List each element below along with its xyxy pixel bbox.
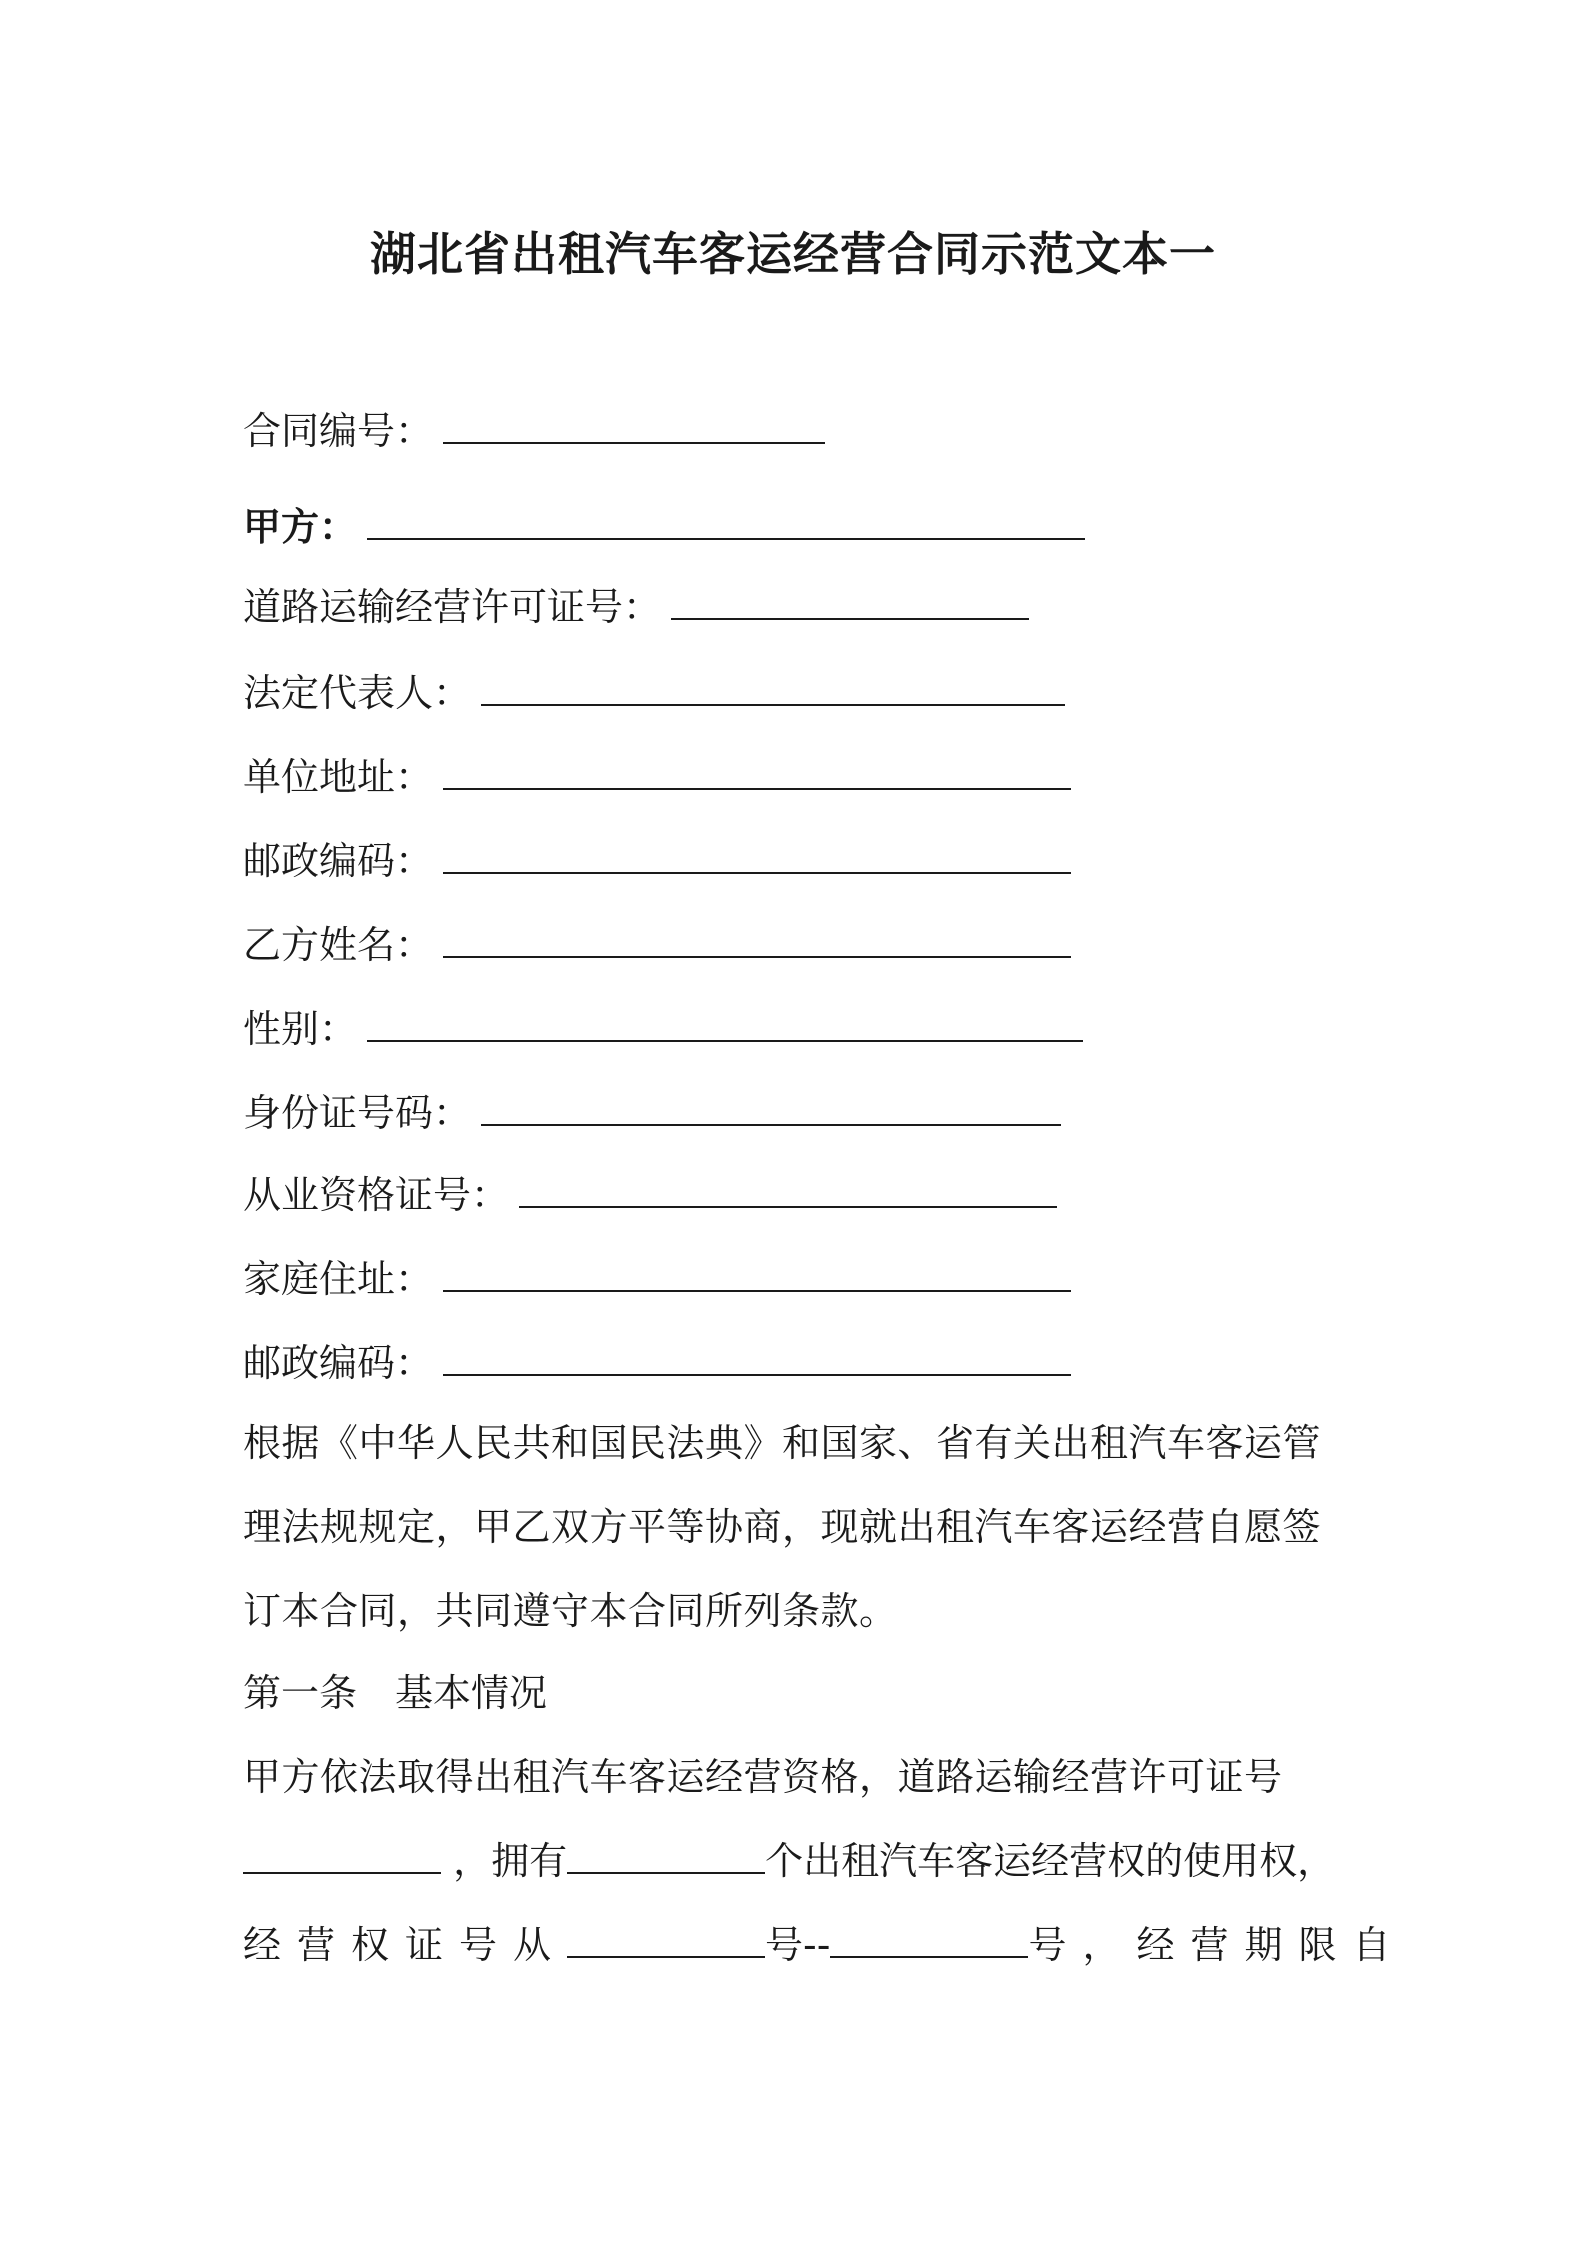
- id-no-label: 身份证号码：: [243, 1091, 472, 1135]
- intro-line-3: 订本合同，共同遵守本合同所列条款。: [243, 1589, 898, 1633]
- id-no-blank[interactable]: [481, 1090, 1061, 1126]
- article-1-line-2-a: ，拥有: [453, 1839, 568, 1883]
- legal-rep-label: 法定代表人：: [243, 671, 472, 715]
- article-1-line-3: [243, 1920, 1406, 1970]
- article-1-line-2: [243, 1836, 1335, 1886]
- contract-no-label: 合同编号：: [243, 409, 434, 453]
- license-no-blank[interactable]: [671, 584, 1029, 620]
- rights-count-blank[interactable]: [567, 1838, 765, 1874]
- postcode-b-blank[interactable]: [443, 1340, 1071, 1376]
- party-a-blank[interactable]: [367, 504, 1085, 540]
- license-no-field: [243, 582, 1029, 632]
- qualification-no-field: [243, 1170, 1057, 1220]
- article-1-line-1: 甲方依法取得出租汽车客运经营资格，道路运输经营许可证号: [243, 1755, 1283, 1799]
- gender-label: 性别：: [243, 1007, 358, 1051]
- postcode-b-field: [243, 1338, 1071, 1388]
- article-1-line-3-b: 号--: [765, 1923, 831, 1967]
- party-b-name-field: [243, 920, 1071, 970]
- qualification-no-blank[interactable]: [519, 1172, 1057, 1208]
- postcode-b-label: 邮政编码：: [243, 1341, 434, 1385]
- article-1-heading: 第一条 基本情况: [243, 1671, 548, 1715]
- legal-rep-field: [243, 668, 1065, 718]
- license-no-inline-blank[interactable]: [243, 1838, 441, 1874]
- cert-to-blank[interactable]: [830, 1922, 1028, 1958]
- intro-line-2: 理法规规定，甲乙双方平等协商，现就出租汽车客运经营自愿签: [243, 1505, 1322, 1549]
- id-no-field: [243, 1088, 1061, 1138]
- gender-blank[interactable]: [367, 1006, 1083, 1042]
- license-no-label: 道路运输经营许可证号：: [243, 585, 662, 629]
- party-b-name-label: 乙方姓名：: [243, 923, 434, 967]
- contract-no-field: [243, 406, 825, 456]
- qualification-no-label: 从业资格证号：: [243, 1173, 510, 1217]
- home-address-field: [243, 1254, 1071, 1304]
- postcode-a-blank[interactable]: [443, 838, 1071, 874]
- document-title: 湖北省出租汽车客运经营合同示范文本一: [370, 227, 1216, 281]
- contract-no-blank[interactable]: [443, 408, 825, 444]
- gender-field: [243, 1004, 1083, 1054]
- home-address-blank[interactable]: [443, 1256, 1071, 1292]
- cert-from-blank[interactable]: [567, 1922, 765, 1958]
- article-1-line-2-b: 个出租汽车客运经营权的使用权，: [765, 1839, 1336, 1883]
- unit-address-blank[interactable]: [443, 754, 1071, 790]
- unit-address-field: [243, 752, 1071, 802]
- home-address-label: 家庭住址：: [243, 1257, 434, 1301]
- article-1-line-3-c: 号，经营期限自: [1028, 1923, 1407, 1967]
- postcode-a-label: 邮政编码：: [243, 839, 434, 883]
- unit-address-label: 单位地址：: [243, 755, 434, 799]
- party-a-label: 甲方：: [243, 505, 358, 549]
- postcode-a-field: [243, 836, 1071, 886]
- intro-line-1: 根据《中华人民共和国民法典》和国家、省有关出租汽车客运管: [243, 1421, 1322, 1465]
- party-a-field: [243, 502, 1085, 552]
- legal-rep-blank[interactable]: [481, 670, 1065, 706]
- party-b-name-blank[interactable]: [443, 922, 1071, 958]
- article-1-line-3-a: 经营权证号从: [243, 1923, 568, 1967]
